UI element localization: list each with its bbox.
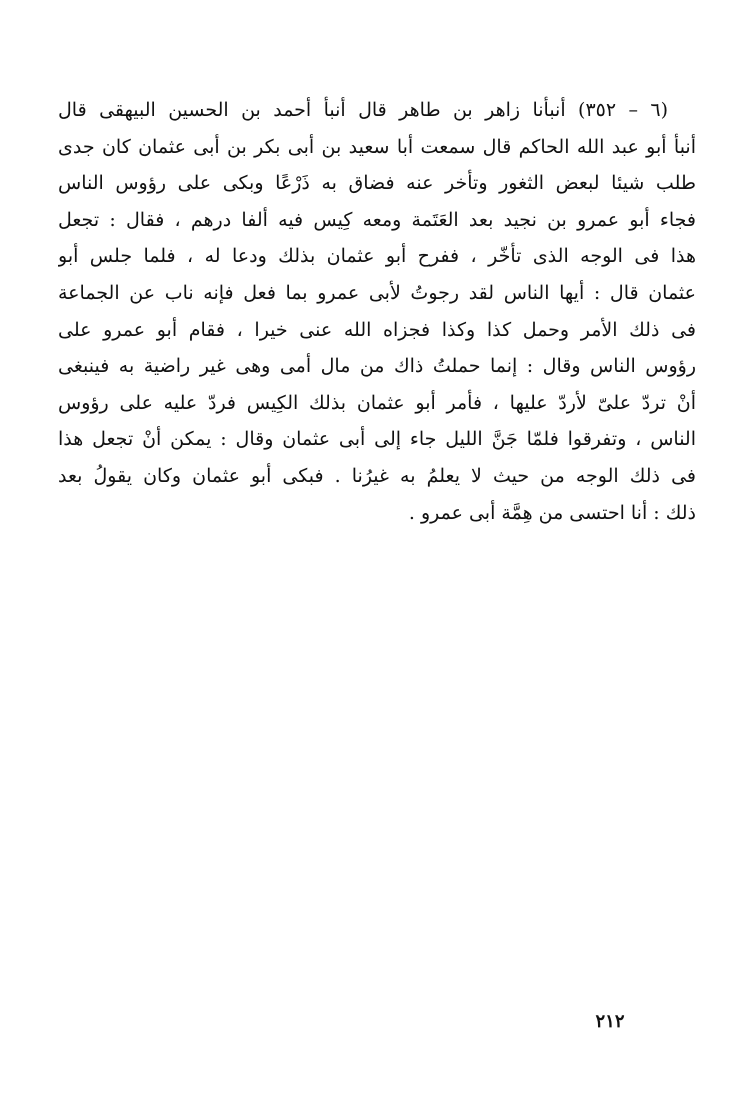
text-line: طلب شيئا لبعض الثغور وتأخر عنه فضاق به ذَرْعًا وبكى على رؤوس الناس [58, 172, 696, 195]
text-line: عثمان قال : أيها الناس لقد رجوتُ لأبى عمرو بما فعل فإنه ناب عن الجماعة [58, 281, 696, 304]
text-line: أنبأ أبو عبد الله الحاكم قال سمعت أبا سعيد بن أبى بكر بن أبى عثمان كان جدى [58, 135, 696, 158]
text-line: فى ذلك الأمر وحمل كذا وكذا فجزاه الله عنى خيرا ، فقام أبو عمرو على [58, 318, 696, 341]
body-text [58, 92, 696, 531]
text-line: رؤوس الناس وقال : إنما حملتُ ذاك من مال أمى وهى غير راضية به فينبغى [58, 355, 696, 378]
text-line: هذا فى الوجه الذى تأخّر ، ففرح أبو عثمان بذلك ودعا له ، فلما جلس أبو [58, 245, 696, 268]
text-line: فجاء أبو عمرو بن نجيد بعد العَتَمة ومعه كِيس فيه ألفا درهم ، فقال : تجعل [58, 208, 696, 231]
text-line: (٦ – ٣٥٢) أنبأنا زاهر بن طاهر قال أنبأ أحمد بن الحسين البيهقى قال [58, 99, 668, 121]
text-line: أنْ تردّ علىّ لأردّ عليها ، فأمر أبو عثمان بذلك الكِيس فردّ عليه على رؤوس [58, 391, 696, 414]
text-line: الناس ، وتفرقوا فلمّا جَنَّ الليل جاء إلى أبى عثمان وقال : يمكن أنْ تجعل هذا [58, 428, 696, 451]
text-line: فى ذلك الوجه من حيث لا يعلمُ به غيرُنا . فبكى أبو عثمان وكان يقولُ بعد [58, 464, 696, 487]
text-line: ذلك : أنا احتسى من هِمَّة أبى عمرو . [408, 501, 696, 524]
page-number: ٢١٢ [595, 1011, 625, 1032]
